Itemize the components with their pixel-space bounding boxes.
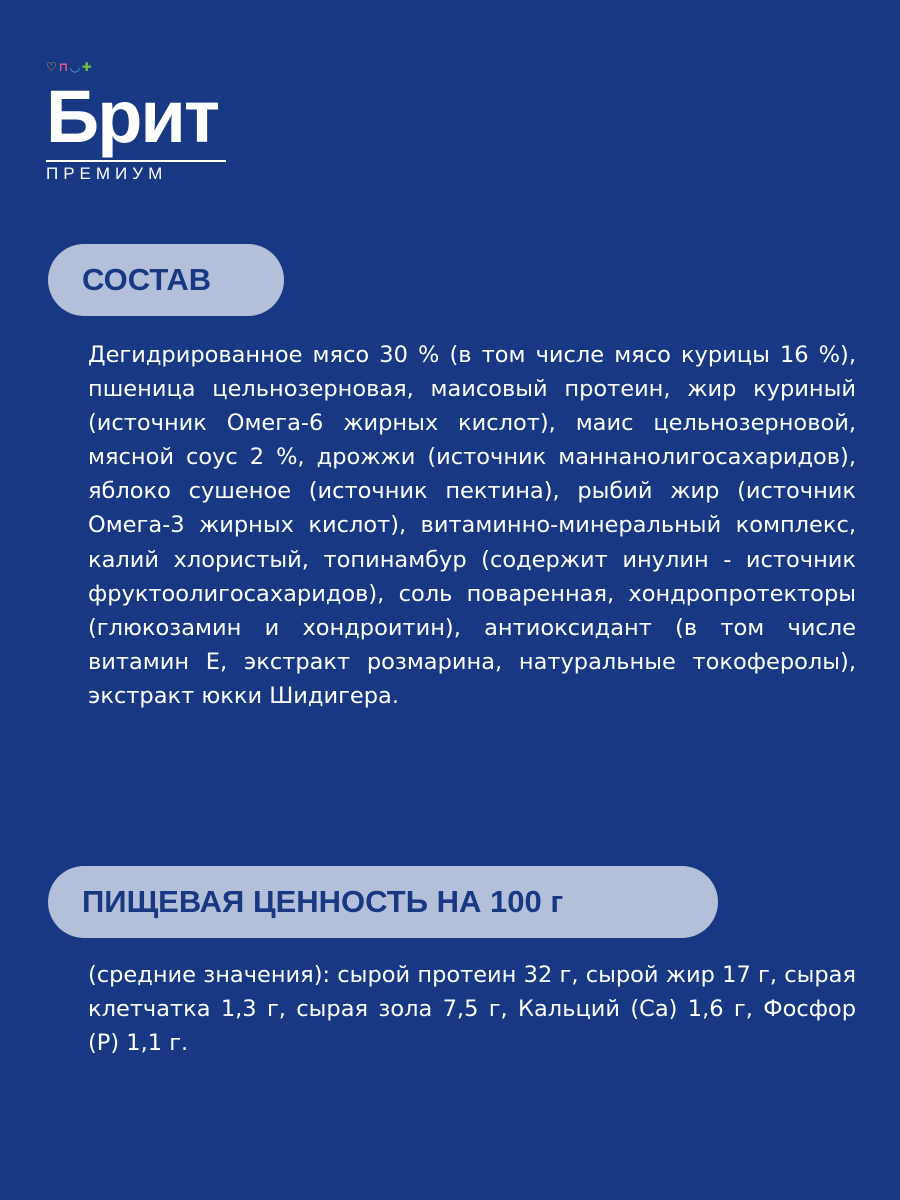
dog-icon: ⊓ bbox=[58, 60, 69, 74]
nutrition-title: ПИЩЕВАЯ ЦЕННОСТЬ НА 100 г bbox=[82, 884, 564, 919]
composition-text: Дегидрированное мясо 30 % (в том числе мясо курицы 16 %), пшеница цельнозерновая, маисовый протеин, жир куриный (источник Омега-6 жирных кислот), маис цельнозерновой, мясной соус 2 %, дрожжи (источник маннанолигосахаридов), яблоко сушеное (источник пектина), рыбий жир (источник Омега-3 жирных кислот), витаминно-минеральный комплекс, калий хлористый, топинамбур (содержит инулин - источник фруктоолигосахаридов), соль поваренная, хондропротекторы (глюкозамин и хондроитин), антиоксидант (в том числе витамин Е, экстракт розмарина, натуральные токоферолы), экстракт юкки Шидигера. bbox=[88, 342, 856, 709]
cat-icon: ◡ bbox=[70, 60, 80, 74]
composition-heading bbox=[48, 244, 284, 316]
brand-logo bbox=[46, 60, 226, 184]
brand-name: Брит bbox=[46, 75, 219, 158]
nutrition-text: (средние значения): сырой протеин 32 г, сырой жир 17 г, сырая клетчатка 1,3 г, сырая зола 7,5 г, Кальций (Са) 1,6 г, Фосфор (Р) 1,1 г. bbox=[88, 962, 856, 1057]
nutrition-heading bbox=[48, 866, 718, 938]
brand-icons bbox=[46, 60, 226, 74]
heart-icon: ♡ bbox=[46, 60, 57, 74]
brand-subtitle: ПРЕМИУМ bbox=[46, 160, 226, 184]
composition-title: СОСТАВ bbox=[82, 262, 212, 297]
plus-icon: ✚ bbox=[81, 60, 92, 74]
